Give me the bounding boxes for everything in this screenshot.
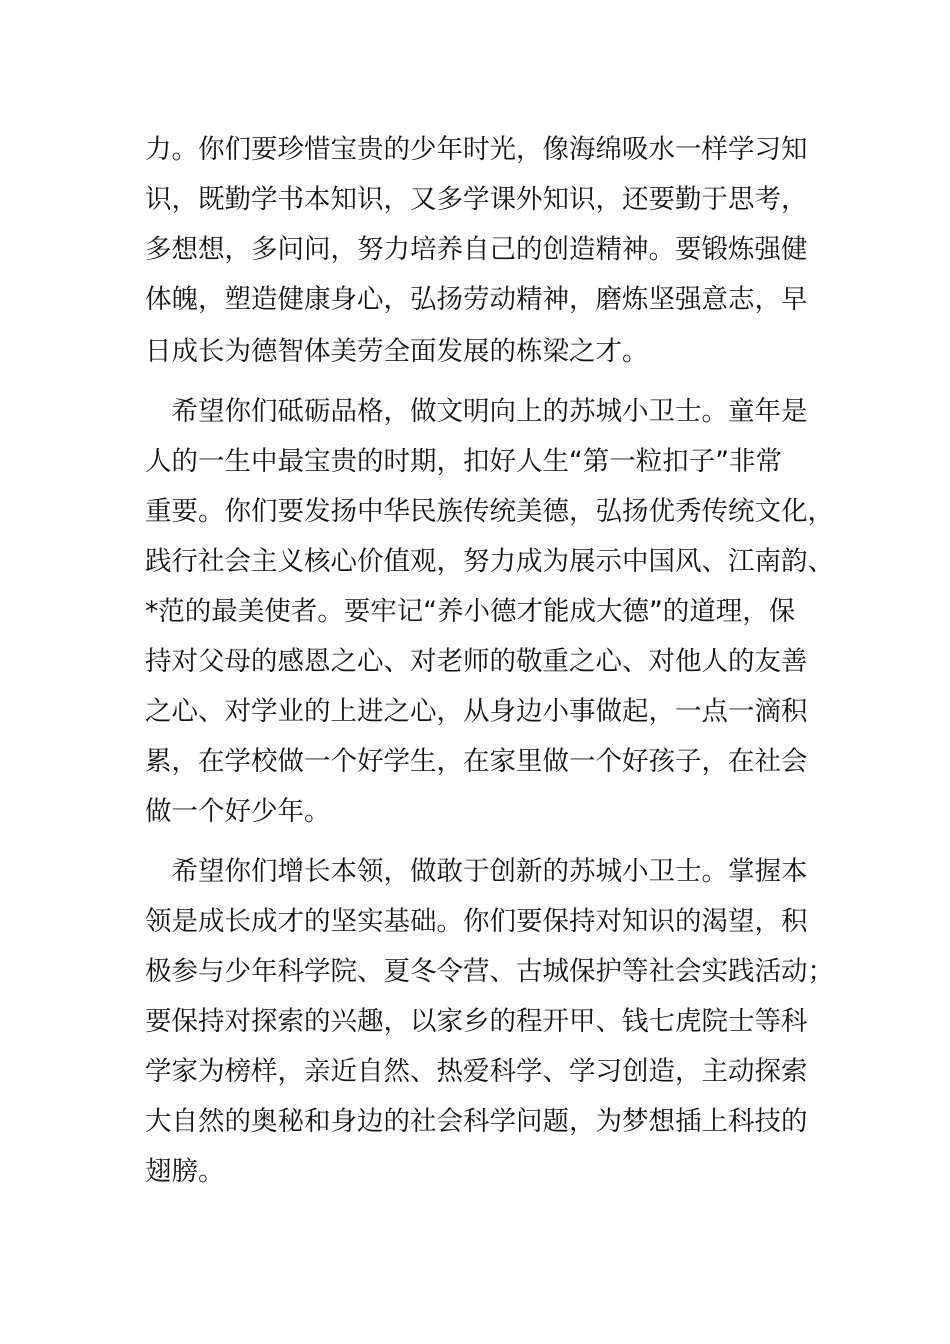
text-line: 日成长为德智体美劳全面发展的栋梁之才。 (145, 336, 649, 367)
text-line: 多想想，多问问，努力培养自己的创造精神。要锻炼强健 (145, 234, 808, 265)
text-line: *范的最美使者。要牢记“养小德才能成大德”的道理，保 (145, 596, 796, 627)
paragraph-first-line: 希望你们砥砺品格，做文明向上的苏城小卫士。童年是 (145, 396, 808, 427)
text-line: 领是成长成才的坚实基础。你们要保持对知识的渴望，积 (145, 906, 808, 937)
text-line: 之心、对学业的上进之心，从身边小事做起，一点一滴积 (145, 696, 808, 727)
text-line: 大自然的奥秘和身边的社会科学问题，为梦想插上科技的 (145, 1106, 808, 1137)
text-line: 要保持对探索的兴趣，以家乡的程开甲、钱七虎院士等科 (145, 1006, 808, 1037)
text-line: 识，既勤学书本知识，又多学课外知识，还要勤于思考， (145, 184, 808, 215)
text-line: 极参与少年科学院、夏冬令营、古城保护等社会实践活动； (145, 956, 834, 987)
text-line: 累，在学校做一个好学生，在家里做一个好孩子，在社会 (145, 746, 808, 777)
text-line: 做一个好少年。 (145, 796, 331, 827)
text-line: 力。你们要珍惜宝贵的少年时光，像海绵吸水一样学习知 (145, 134, 808, 165)
text-line: 翅膀。 (145, 1156, 225, 1187)
text-line: 持对父母的感恩之心、对老师的敬重之心、对他人的友善 (145, 646, 808, 677)
text-line: 重要。你们要发扬中华民族传统美德，弘扬优秀传统文化， (145, 496, 834, 527)
text-line: 践行社会主义核心价值观，努力成为展示中国风、江南韵、 (145, 546, 834, 577)
text-line: 体魄，塑造健康身心，弘扬劳动精神，磨炼坚强意志，早 (145, 284, 808, 315)
text-line: 学家为榜样，亲近自然、热爱科学、学习创造，主动探索 (145, 1056, 808, 1087)
paragraph-first-line: 希望你们增长本领，做敢于创新的苏城小卫士。掌握本 (145, 856, 808, 887)
text-line: 人的一生中最宝贵的时期，扣好人生“第一粒扣子”非常 (145, 446, 782, 477)
